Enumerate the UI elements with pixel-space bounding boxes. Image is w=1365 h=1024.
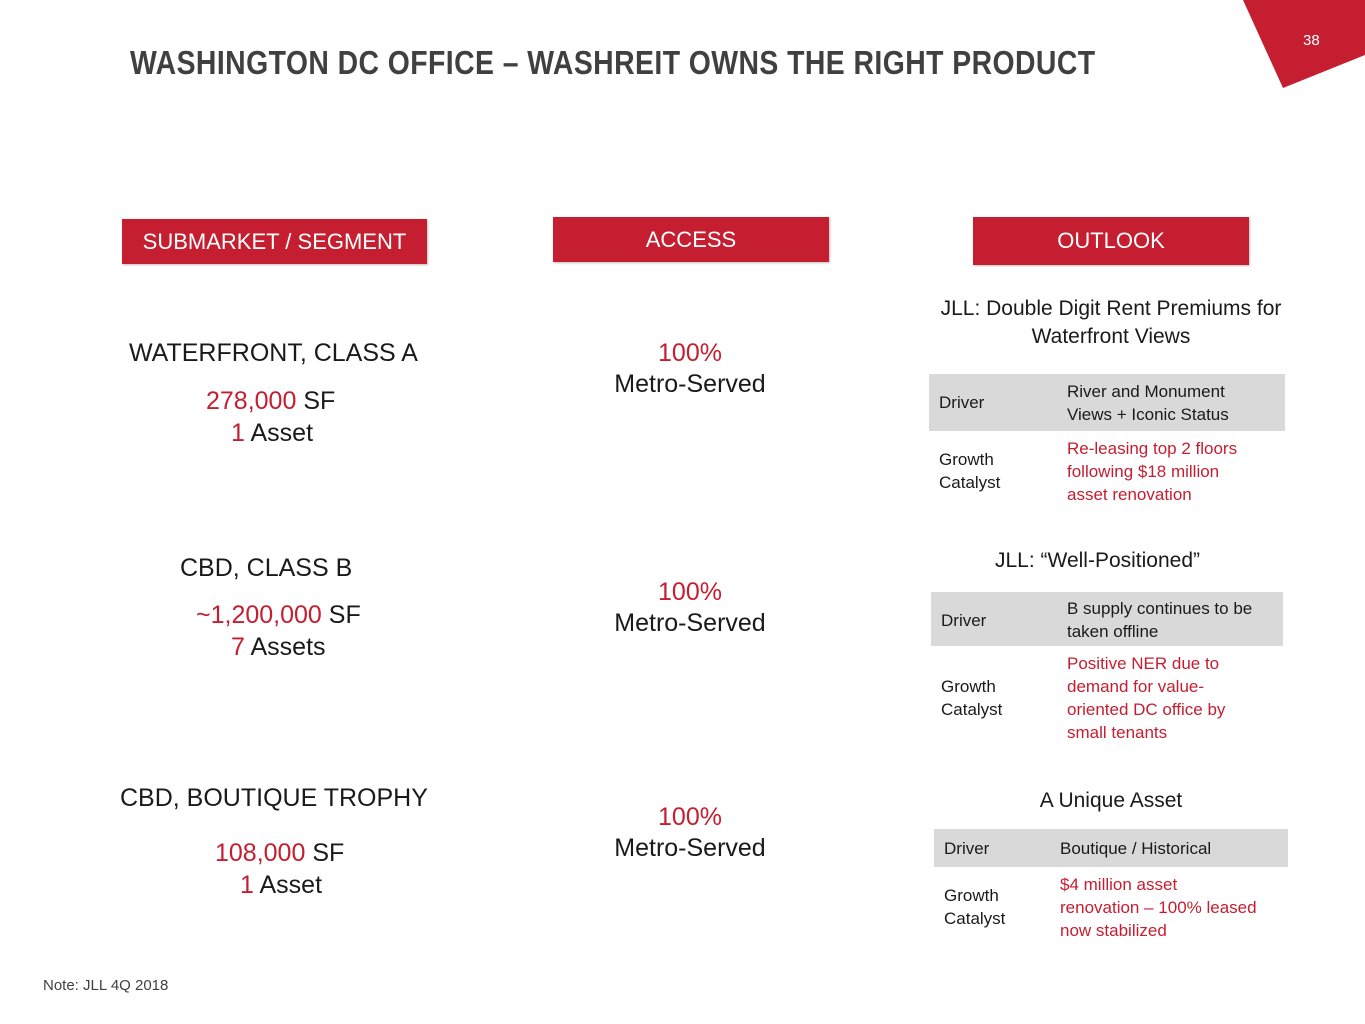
growth-catalyst-value: $4 million asset renovation – 100% leased now stabilized [1060, 875, 1257, 940]
page-corner-tab [1235, 0, 1365, 90]
growth-catalyst-label: Growth Catalyst [941, 677, 1003, 719]
segment-name: CBD, CLASS B [180, 554, 353, 582]
segment-name: CBD, BOUTIQUE TROPHY [120, 784, 428, 812]
page-number: 38 [1303, 32, 1320, 49]
outlook-table [931, 592, 1283, 746]
outlook-title: JLL: Double Digit Rent Premiums for Waterfront Views [940, 297, 1282, 348]
growth-catalyst-label: Growth Catalyst [939, 450, 1001, 492]
outlook-table [934, 829, 1288, 947]
growth-catalyst-value: Positive NER due to demand for value- oriented DC office by small tenants [1067, 654, 1226, 742]
growth-catalyst-row [929, 431, 1285, 509]
outlook-title: JLL: “Well-Positioned” [994, 549, 1201, 572]
driver-row [931, 592, 1283, 646]
access-label: Metro-Served [614, 834, 766, 862]
segment-size: 278,000 SF [206, 387, 336, 415]
outlook-title: A Unique Asset [1039, 789, 1183, 812]
growth-catalyst-label: Growth Catalyst [944, 886, 1006, 928]
driver-value: River and Monument Views + Iconic Status [1067, 382, 1229, 424]
page-title: WASHINGTON DC OFFICE – WASHREIT OWNS THE RIGHT PRODUCT [130, 44, 1096, 81]
header-outlook: OUTLOOK [973, 217, 1249, 265]
outlook-table [929, 374, 1285, 509]
driver-label: Driver [939, 393, 985, 412]
access-percent: 100% [658, 578, 722, 606]
segment-asset-count: 1 Asset [231, 419, 314, 447]
segment-size: 108,000 SF [215, 839, 345, 867]
access-percent: 100% [658, 339, 722, 367]
driver-label: Driver [944, 839, 990, 858]
driver-row [934, 829, 1288, 867]
segment-asset-count: 7 Assets [231, 633, 326, 661]
driver-value: Boutique / Historical [1060, 839, 1212, 858]
driver-row [929, 374, 1285, 431]
segment-asset-count: 1 Asset [240, 871, 323, 899]
segment-name: WATERFRONT, CLASS A [129, 339, 418, 367]
footnote: Note: JLL 4Q 2018 [43, 977, 169, 994]
access-label: Metro-Served [614, 370, 766, 398]
driver-label: Driver [941, 611, 987, 630]
growth-catalyst-row [931, 646, 1283, 746]
segment-size: ~1,200,000 SF [196, 601, 361, 629]
access-label: Metro-Served [614, 609, 766, 637]
header-segment: SUBMARKET / SEGMENT [122, 219, 427, 264]
growth-catalyst-value: Re-leasing top 2 floors following $18 million asset renovation [1067, 439, 1238, 504]
access-percent: 100% [658, 803, 722, 831]
driver-value: B supply continues to be taken offline [1067, 599, 1253, 641]
growth-catalyst-row [934, 867, 1288, 947]
header-access: ACCESS [553, 217, 829, 262]
